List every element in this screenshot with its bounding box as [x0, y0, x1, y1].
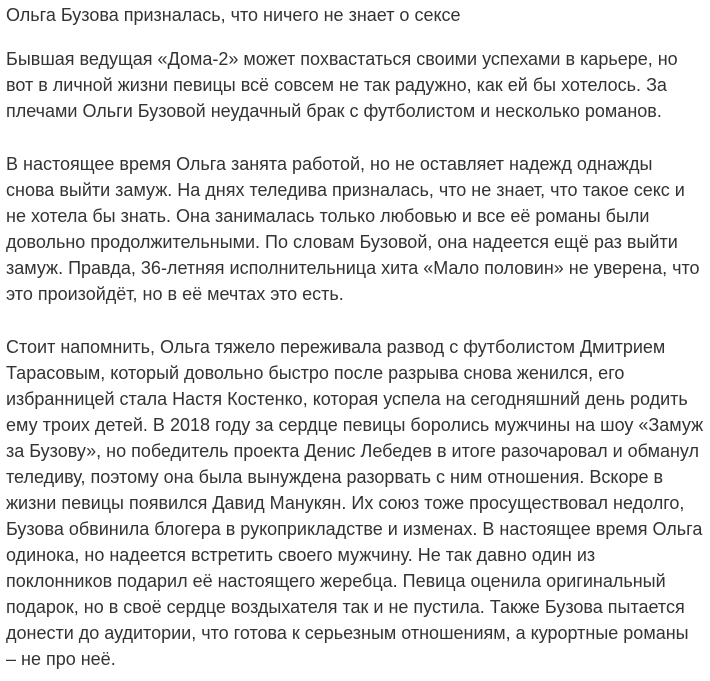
paragraph-line: теледиву, поэтому она была вынуждена разорвать с ним отношения. Вскоре в — [6, 467, 664, 487]
paragraph-line: – не про неё. — [6, 649, 116, 669]
paragraph-line: за Бузову», но победитель проекта Денис Лебедев в итоге разочаровал и обманул — [6, 441, 700, 461]
paragraph-line: подарок, но в своё сердце воздыхателя так и не пустила. Также Бузова пытается — [6, 597, 685, 617]
paragraph-1 — [6, 46, 710, 124]
paragraph-line: жизни певицы появился Давид Манукян. Их союз тоже просуществовал недолго, — [6, 493, 685, 513]
article-title: Ольга Бузова призналась, что ничего не знает о сексе — [6, 5, 461, 25]
paragraph-line: В настоящее время Ольга занята работой, но не оставляет надежд однажды — [6, 154, 653, 174]
paragraph-line: снова выйти замуж. На днях теледива призналась, что не знает, что такое секс и — [6, 180, 685, 200]
paragraph-line: Стоит напомнить, Ольга тяжело переживала развод с футболистом Дмитрием — [6, 337, 666, 357]
paragraph-line: довольно продолжительными. По словам Бузовой, она надеется ещё раз выйти — [6, 232, 678, 252]
paragraph-line: не хотела бы знать. Она занималась только любовью и все её романы были — [6, 206, 650, 226]
paragraph-2 — [6, 151, 710, 307]
paragraph-line: замуж. Правда, 36-летняя исполнительница хита «Мало половин» не уверена, что — [6, 258, 700, 278]
paragraph-line: Тарасовым, который довольно быстро после разрыва снова женился, его — [6, 363, 625, 383]
paragraph-line: плечами Ольги Бузовой неудачный брак с футболистом и несколько романов. — [6, 101, 662, 121]
paragraph-3 — [6, 334, 710, 672]
paragraph-line: это произойдёт, но в её мечтах это есть. — [6, 284, 344, 304]
paragraph-line: Бывшая ведущая «Дома-2» может похвастаться своими успехами в карьере, но — [6, 49, 678, 69]
paragraph-line: избранницей стала Настя Костенко, которая успела на сегодняшний день родить — [6, 389, 688, 409]
paragraph-line: Бузова обвинила блогера в рукоприкладстве и изменах. В настоящее время Ольга — [6, 519, 703, 539]
paragraph-line: донести до аудитории, что готова к серьезным отношениям, а курортные романы — [6, 623, 689, 643]
paragraph-line: вот в личной жизни певицы всё совсем не так радужно, как ей бы хотелось. За — [6, 75, 667, 95]
paragraph-line: ему троих детей. В 2018 году за сердце певицы боролись мужчины на шоу «Замуж — [6, 415, 704, 435]
paragraph-line: поклонников подарил её настоящего жеребца. Певица оценила оригинальный — [6, 571, 666, 591]
paragraph-line: одинока, но надеется встретить своего мужчину. Не так давно один из — [6, 545, 596, 565]
